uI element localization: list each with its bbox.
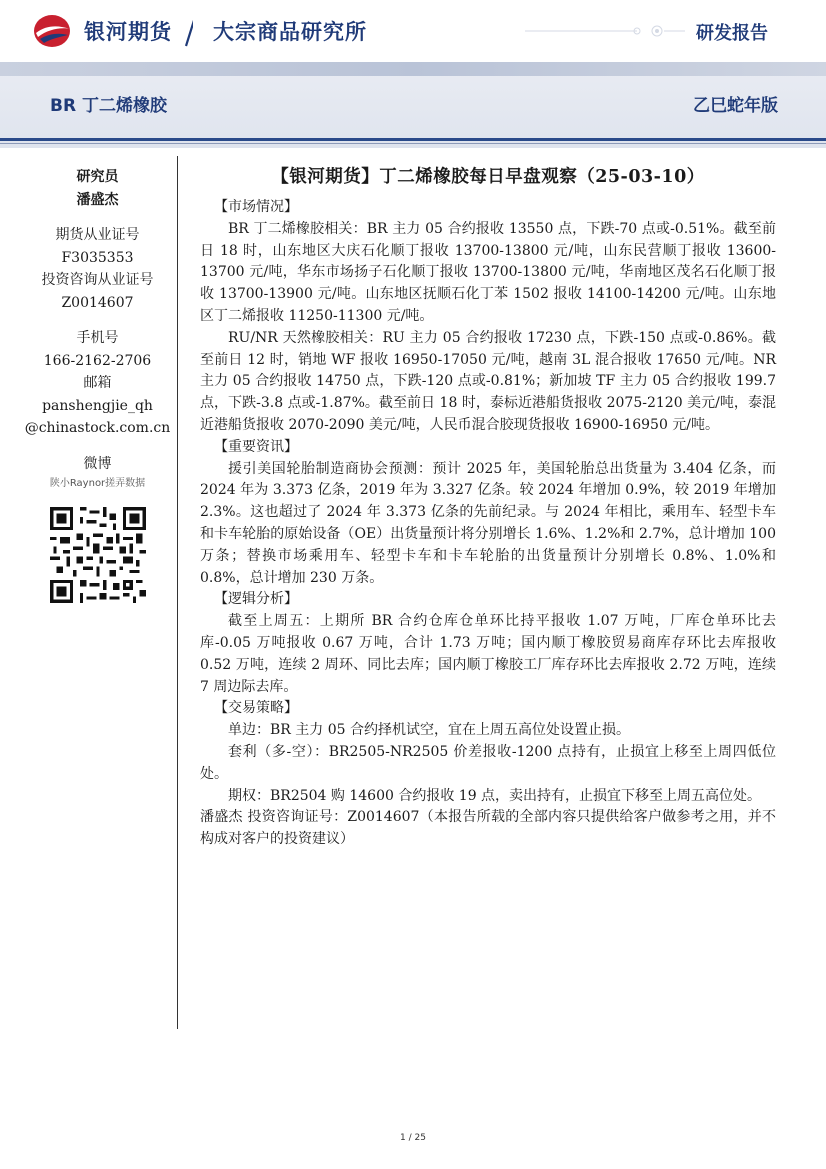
product-name: BR 丁二烯橡胶 [50, 96, 167, 116]
paragraph-ru-nr-market: RU/NR 天然橡胶相关：RU 主力 05 合约报收 17230 点，下跌-150 点或-0.86%。截至前日 12 时，销地 WF 报收 16950-17050 元/吨，越南 3L 混合报收 17650 元/吨。NR 主力 05 合约报收 14750 点，下跌-120 点或-0.81%；新加坡 TF 主力 05 合约报收 199.7 点，下跌-3.8 点或-1.87%。截至前日 18 时，泰标近港船货报收 2075-2120 美元/吨，泰混近港船货报收 2070-2090 美元/吨，人民币混合胶现货报收 16900-16950 元/吨。 [200, 329, 776, 433]
report-body [200, 166, 776, 851]
futures-cert-number: F3035353 [61, 249, 134, 266]
weibo-source: 陕小Raynor搓弄数据 [49, 478, 146, 489]
phone-number: 166-2162-2706 [43, 352, 152, 369]
phone-label: 手机号 [76, 330, 119, 346]
galaxy-futures-logo-icon [32, 13, 72, 49]
weibo-qr-code-icon [50, 507, 146, 603]
banner-rule-thin [0, 143, 826, 144]
futures-cert-label: 期货从业证号 [55, 227, 140, 243]
section-heading-logic: 【逻辑分析】 [214, 591, 298, 608]
header-divider-icon [181, 12, 193, 48]
paragraph-strategy-options: 期权：BR2504 购 14600 合约报收 19 点，卖出持有，止损宜下移至上周五高位处。 [228, 787, 762, 804]
header-decoration-icon [525, 22, 685, 40]
section-heading-strategy: 【交易策略】 [214, 700, 298, 717]
section-heading-market: 【市场情况】 [214, 199, 298, 215]
paragraph-strategy-arbitrage: 套利（多-空）：BR2505-NR2505 价差报收-1200 点持有，止损宜上移至上周四低位处。 [200, 743, 776, 782]
report-title: 【银河期货】丁二烯橡胶每日早盘观察（25-03-10） [271, 167, 705, 187]
page-number: 1 / 25 [400, 1133, 426, 1143]
email-line-2: @chinastock.com.cn [24, 420, 171, 436]
weibo-label: 微博 [83, 455, 112, 472]
analyst-role: 研究员 [76, 169, 119, 185]
email-line-1: panshengjie_qh [42, 397, 153, 414]
paragraph-inventory: 截至上周五：上期所 BR 合约仓库仓单环比持平报收 1.07 万吨，厂库仓单环比去库-0.05 万吨报收 0.67 万吨，合计 1.73 万吨；国内顺丁橡胶贸易商库存环比去库报收 0.52 万吨，连续 2 周环、同比去库；国内顺丁橡胶工厂库存环比去库报收 2.72 万吨，连续 7 周边际去库。 [200, 613, 776, 695]
banner-stripe [0, 62, 826, 76]
institute-name: 大宗商品研究所 [213, 20, 367, 44]
disclaimer: 潘盛杰 投资咨询证号：Z0014607（本报告所载的全部内容只提供给客户做参考之用，并不构成对客户的投资建议） [200, 809, 776, 848]
section-heading-news: 【重要资讯】 [214, 438, 298, 455]
email-label: 邮箱 [83, 375, 112, 391]
paragraph-br-market: BR 丁二烯橡胶相关：BR 主力 05 合约报收 13550 点，下跌-70 点或-0.51%。截至前日 18 时，山东地区大庆石化顺丁报收 13700-13800 元/吨，山东民营顺丁报收 13600-13700 元/吨，华东市场扬子石化顺丁报收 13700-13800 元/吨，华南地区茂名石化顺丁报收 13700-13900 元/吨。山东地区抚顺石化丁苯 1502 报收 14100-14200 元/吨。山东地区丁二烯报收 11250-11300 元/吨。 [200, 220, 776, 324]
brand-name: 银河期货 [84, 20, 172, 44]
report-type: 研发报告 [696, 23, 768, 44]
report-header [0, 0, 826, 62]
paragraph-strategy-single: 单边：BR 主力 05 合约择机试空，宜在上周五高位处设置止损。 [228, 722, 630, 739]
paragraph-tire-forecast: 援引美国轮胎制造商协会预测：预计 2025 年，美国轮胎总出货量为 3.404 亿条，而 2024 年为 3.373 亿条，2019 年为 3.327 亿条。较 2024 年增加 0.9%，较 2019 年增加 2.3%。这也超过了 2024 年 3.373 亿条的先前纪录。与 2024 年相比，乘用车、轻型卡车和卡车轮胎的原始设备（OE）出货量预计将分别增长 1.6%、1.2%和 2.7%，总计增加 100 万条；替换市场乘用车、轻型卡车和卡车轮胎的出货量预计分别增长 0.8%、1.0%和 0.8%，总计增加 230 万条。 [200, 460, 776, 586]
analyst-sidebar [20, 166, 175, 603]
edition-label: 乙巳蛇年版 [693, 96, 778, 116]
banner-rule [0, 138, 826, 141]
advisory-cert-number: Z0014607 [61, 294, 134, 311]
analyst-name: 潘盛杰 [76, 191, 119, 208]
advisory-cert-label: 投资咨询从业证号 [41, 272, 154, 288]
sidebar-divider [177, 156, 178, 1029]
